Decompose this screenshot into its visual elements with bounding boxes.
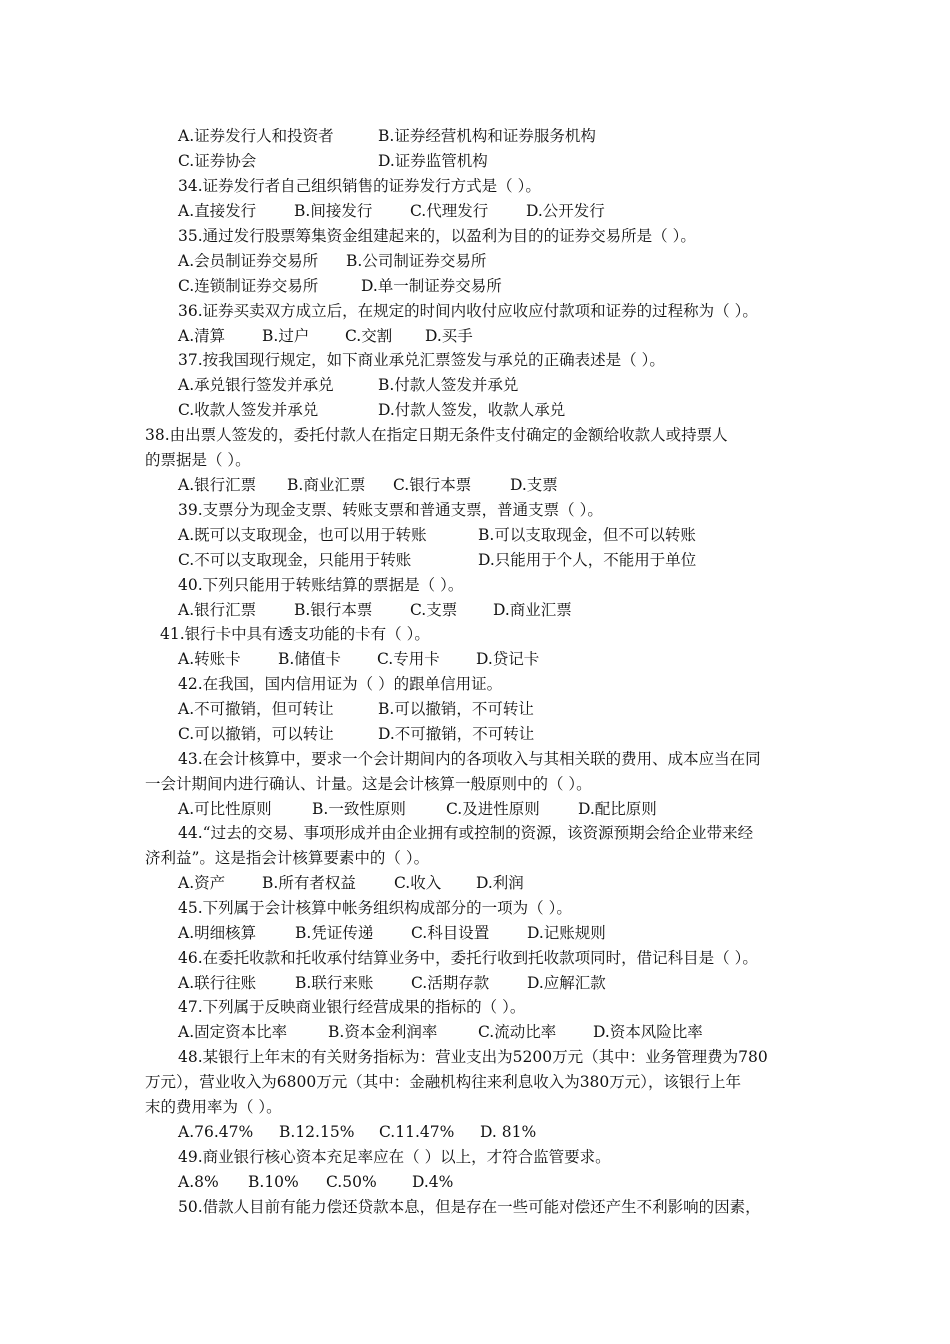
question-line: 35.通过发行股票筹集资金组建起来的，以盈利为目的的证券交易所是（ ）。 [178, 227, 696, 245]
answer-option: C.活期存款 [411, 974, 490, 992]
answer-option: C.及进性原则 [446, 800, 540, 818]
answer-option: C.收入 [394, 874, 442, 892]
question-line: 38.由出票人签发的，委托付款人在指定日期无条件支付确定的金额给收款人或持票人 [145, 426, 728, 444]
answer-option: A.资产 [178, 874, 226, 892]
question-line: 46.在委托收款和托收承付结算业务中，委托行收到托收款项同时，借记科目是（ ）。 [178, 949, 758, 967]
answer-option: B.可以支取现金，但不可以转账 [478, 526, 696, 544]
question-line: 34.证券发行者自己组织销售的证券发行方式是（ ）。 [178, 177, 541, 195]
question-line: 37.按我国现行规定，如下商业承兑汇票签发与承兑的正确表述是（ ）。 [178, 351, 665, 369]
answer-option: B.所有者权益 [262, 874, 356, 892]
answer-option: A.会员制证券交易所 [178, 252, 319, 270]
answer-option: C.交割 [345, 327, 393, 345]
question-line: 的票据是（ ）。 [145, 451, 251, 469]
answer-option: C.支票 [410, 601, 458, 619]
answer-option: D.公开发行 [526, 202, 605, 220]
question-line: 济利益”。这是指会计核算要素中的（ ）。 [145, 849, 430, 867]
answer-option: D.买手 [425, 327, 473, 345]
answer-option: C.收款人签发并承兑 [178, 401, 319, 419]
answer-option: A.证券发行人和投资者 [178, 127, 334, 145]
answer-option: B.12.15% [279, 1123, 355, 1141]
answer-option: A.不可撤销，但可转让 [178, 700, 334, 718]
answer-option: C.50% [326, 1173, 377, 1191]
answer-option: A.8% [178, 1173, 219, 1191]
answer-option: A.固定资本比率 [178, 1023, 288, 1041]
answer-option: C.银行本票 [393, 476, 472, 494]
question-line: 47.下列属于反映商业银行经营成果的指标的（ ）。 [178, 998, 526, 1016]
answer-option: D.证券监管机构 [378, 152, 488, 170]
answer-option: A.转账卡 [178, 650, 241, 668]
question-line: 41.银行卡中具有透支功能的卡有（ ）。 [160, 625, 430, 643]
answer-option: B.过户 [262, 327, 310, 345]
answer-option: B.可以撤销，不可转让 [378, 700, 534, 718]
answer-option: B.付款人签发并承兑 [378, 376, 519, 394]
answer-option: B.储值卡 [278, 650, 341, 668]
answer-option: A.76.47% [178, 1123, 254, 1141]
question-line: 50.借款人目前有能力偿还贷款本息，但是存在一些可能对偿还产生不利影响的因素， [178, 1198, 761, 1216]
question-line: 一会计期间内进行确认、计量。这是会计核算一般原则中的（ ）。 [145, 775, 592, 793]
answer-option: B.公司制证券交易所 [346, 252, 487, 270]
answer-option: C.11.47% [379, 1123, 455, 1141]
answer-option: B.联行来账 [295, 974, 374, 992]
answer-option: B.凭证传递 [295, 924, 374, 942]
answer-option: A.联行往账 [178, 974, 257, 992]
answer-option: D. 81% [480, 1123, 537, 1141]
question-line: 万元），营业收入为6800万元（其中：金融机构往来利息收入为380万元），该银行上年 [145, 1073, 742, 1091]
answer-option: D.4% [412, 1173, 454, 1191]
question-line: 42.在我国，国内信用证为（ ）的跟单信用证。 [178, 675, 503, 693]
answer-option: B.商业汇票 [287, 476, 366, 494]
question-line: 44.“过去的交易、事项形成并由企业拥有或控制的资源，该资源预期会给企业带来经 [178, 824, 754, 842]
answer-option: B.银行本票 [294, 601, 373, 619]
answer-option: D.贷记卡 [476, 650, 540, 668]
answer-option: B.间接发行 [294, 202, 373, 220]
answer-option: A.承兑银行签发并承兑 [178, 376, 334, 394]
answer-option: C.流动比率 [478, 1023, 557, 1041]
answer-option: C.连锁制证券交易所 [178, 277, 319, 295]
answer-option: C.证券协会 [178, 152, 257, 170]
answer-option: C.专用卡 [377, 650, 440, 668]
question-line: 36.证券买卖双方成立后，在规定的时间内收付应收应付款项和证券的过程称为（ ）。 [178, 302, 758, 320]
question-line: 48.某银行上年末的有关财务指标为：营业支出为5200万元（其中：业务管理费为780 [178, 1048, 768, 1066]
answer-option: D.付款人签发，收款人承兑 [378, 401, 566, 419]
answer-option: D.利润 [476, 874, 524, 892]
answer-option: A.可比性原则 [178, 800, 272, 818]
answer-option: D.配比原则 [578, 800, 657, 818]
question-line: 40.下列只能用于转账结算的票据是（ ）。 [178, 576, 464, 594]
question-line: 末的费用率为（ ）。 [145, 1098, 282, 1116]
question-line: 39.支票分为现金支票、转账支票和普通支票，普通支票（ ）。 [178, 501, 603, 519]
answer-option: D.应解汇款 [527, 974, 606, 992]
answer-option: D.商业汇票 [493, 601, 572, 619]
answer-option: D.资本风险比率 [593, 1023, 703, 1041]
answer-option: D.不可撤销，不可转让 [378, 725, 535, 743]
answer-option: A.银行汇票 [178, 601, 257, 619]
answer-option: B.10% [248, 1173, 299, 1191]
question-line: 45.下列属于会计核算中帐务组织构成部分的一项为（ ）。 [178, 899, 572, 917]
answer-option: C.不可以支取现金，只能用于转账 [178, 551, 412, 569]
answer-option: C.科目设置 [411, 924, 490, 942]
answer-option: A.明细核算 [178, 924, 257, 942]
answer-option: B.资本金利润率 [328, 1023, 438, 1041]
question-line: 43.在会计核算中，要求一个会计期间内的各项收入与其相关联的费用、成本应当在同 [178, 750, 761, 768]
answer-option: B.一致性原则 [312, 800, 406, 818]
answer-option: D.单一制证券交易所 [361, 277, 502, 295]
answer-option: A.清算 [178, 327, 226, 345]
answer-option: A.直接发行 [178, 202, 257, 220]
answer-option: D.记账规则 [527, 924, 606, 942]
answer-option: D.只能用于个人，不能用于单位 [478, 551, 697, 569]
answer-option: A.银行汇票 [178, 476, 257, 494]
answer-option: C.代理发行 [410, 202, 489, 220]
answer-option: A.既可以支取现金，也可以用于转账 [178, 526, 427, 544]
answer-option: D.支票 [510, 476, 558, 494]
question-line: 49.商业银行核心资本充足率应在（ ）以上，才符合监管要求。 [178, 1148, 611, 1166]
answer-option: B.证券经营机构和证券服务机构 [378, 127, 596, 145]
answer-option: C.可以撤销，可以转让 [178, 725, 334, 743]
